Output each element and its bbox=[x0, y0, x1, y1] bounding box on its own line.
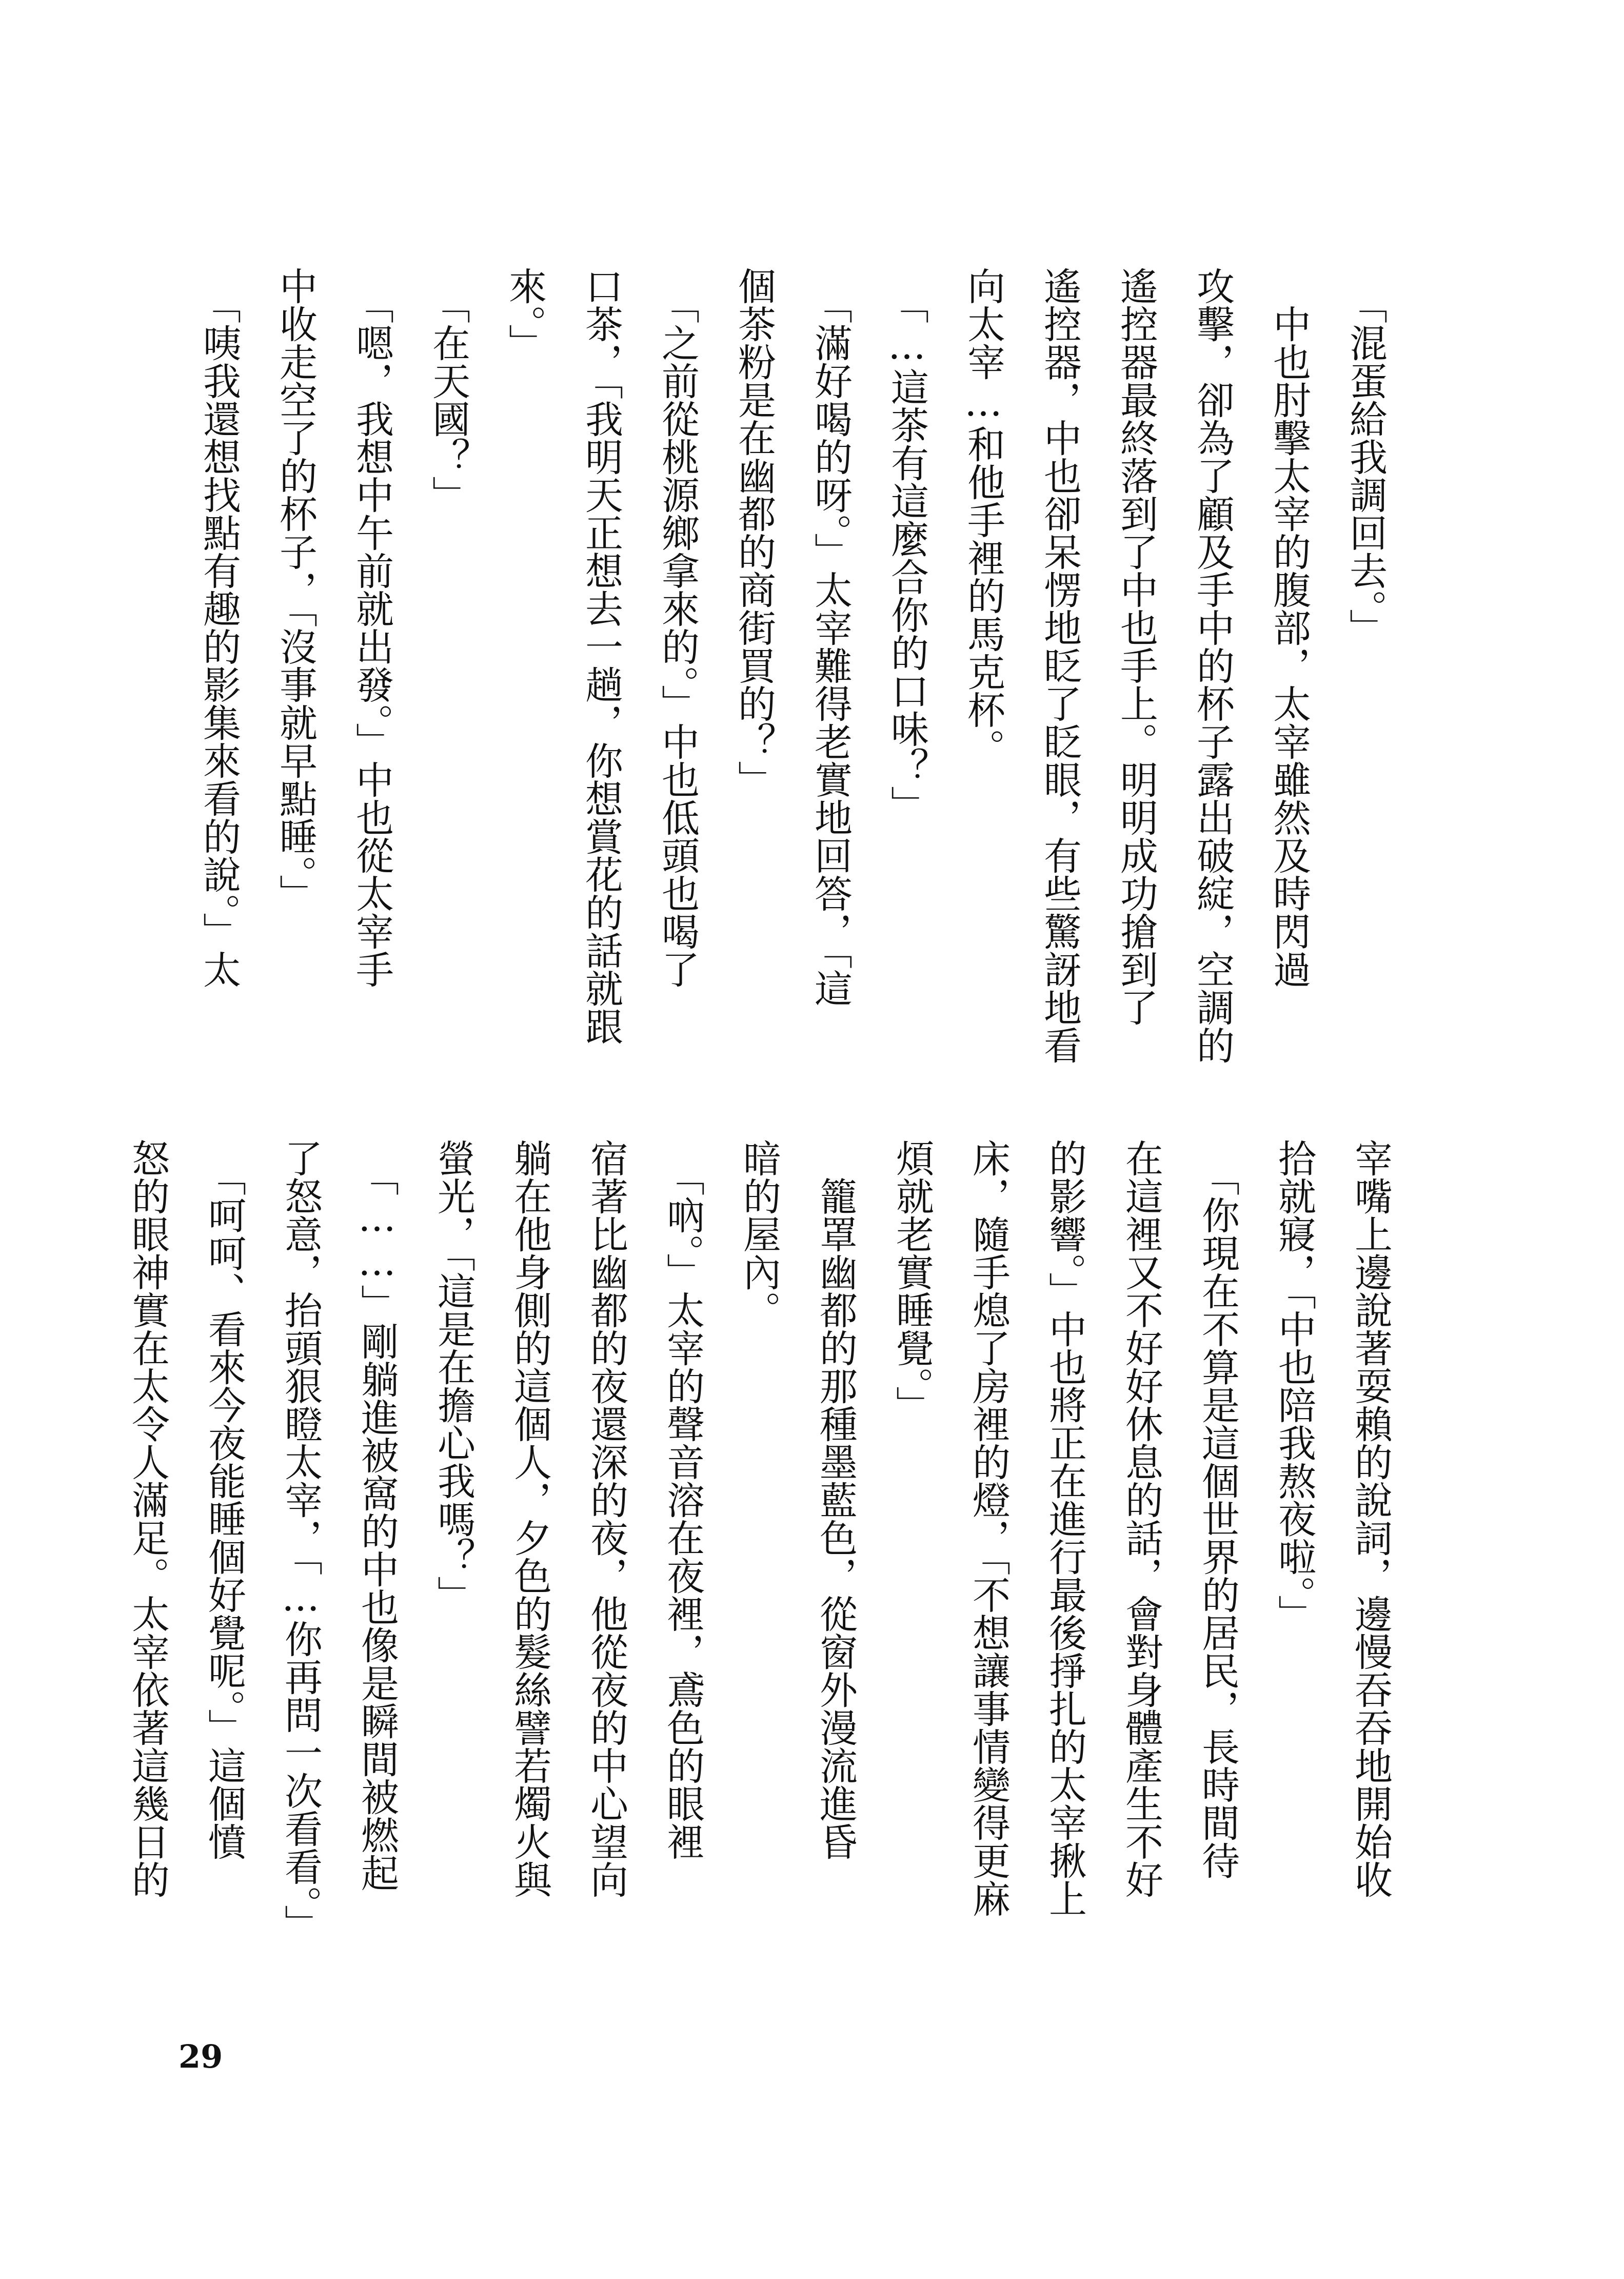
text-line: 中也肘擊太宰的腹部，太宰雖然及時閃過 bbox=[1267, 267, 1311, 988]
text-line: 個茶粉是在幽都的商街買的？」 bbox=[732, 267, 776, 798]
text-line: 拾就寢，「中也陪我熬夜啦。」 bbox=[1272, 1139, 1316, 1633]
text-line: 煩就老實睡覺。」 bbox=[890, 1139, 934, 1424]
text-line: 的影響。」中也將正在進行最後掙扎的太宰揪上 bbox=[1043, 1139, 1087, 1917]
text-line: 「咦我還想找點有趣的影集來看的說。」太 bbox=[197, 267, 241, 988]
text-line: 了怒意，抬頭狠瞪太宰，「…你再問一次看看。」 bbox=[279, 1139, 323, 1942]
text-line: 攻擊，卻為了顧及手中的杯子露出破綻，空調的 bbox=[1191, 267, 1235, 1064]
text-line: 怒的眼神實在太令人滿足。太宰依著這幾日的 bbox=[126, 1139, 170, 1898]
text-line: 來。」 bbox=[503, 267, 547, 362]
text-line: 螢光，「這是在擔心我嗎？」 bbox=[431, 1139, 476, 1614]
text-line: 籠罩幽都的那種墨藍色，從窗外漫流進昏 bbox=[814, 1139, 858, 1860]
text-line: 「呵呵、看來今夜能睡個好覺呢。」這個憤 bbox=[202, 1139, 246, 1860]
text-line: 「混蛋給我調回去。」 bbox=[1343, 267, 1388, 646]
text-line: 「……」剛躺進被窩的中也像是瞬間被燃起 bbox=[355, 1139, 399, 1892]
text-line: 「滿好喝的呀。」太宰難得老實地回答，「這 bbox=[808, 267, 853, 1007]
text-line: 宿著比幽都的夜還深的夜，他從夜的中心望向 bbox=[584, 1139, 628, 1898]
text-line: 「…這茶有這麼合你的口味？」 bbox=[885, 267, 929, 823]
text-line: 遙控器，中也卻呆愣地眨了眨眼，有些驚訝地看 bbox=[1038, 267, 1082, 1064]
text-line: 宰嘴上邊說著耍賴的說詞，邊慢吞吞地開始收 bbox=[1349, 1139, 1393, 1898]
text-line: 「在天國？」 bbox=[426, 267, 470, 514]
text-line: 向太宰…和他手裡的馬克杯。 bbox=[961, 267, 1005, 767]
text-line: 「嗯，我想中午前就出發。」中也從太宰手 bbox=[350, 267, 394, 988]
text-line: 躺在他身側的這個人，夕色的髮絲譬若燭火與 bbox=[508, 1139, 552, 1898]
lower-text-block bbox=[109, 1139, 1409, 2062]
upper-text-block bbox=[181, 267, 1403, 1113]
text-line: 在這裡又不好好休息的話，會對身體產生不好 bbox=[1119, 1139, 1163, 1898]
text-line: 「之前從桃源鄉拿來的。」中也低頭也喝了 bbox=[656, 267, 700, 988]
text-line: 床，隨手熄了房裡的燈，「不想讓事情變得更麻 bbox=[966, 1139, 1011, 1917]
text-line: 「吶。」太宰的聲音溶在夜裡，鳶色的眼裡 bbox=[661, 1139, 705, 1860]
text-line: 暗的屋內。 bbox=[737, 1139, 781, 1329]
text-line: 「你現在不算是這個世界的居民，長時間待 bbox=[1196, 1139, 1240, 1879]
text-line: 遙控器最終落到了中也手上。明明成功搶到了 bbox=[1114, 267, 1158, 1026]
text-line: 中收走空了的杯子，「沒事就早點睡。」 bbox=[273, 267, 318, 912]
page-number: 29 bbox=[179, 2038, 223, 2075]
text-line: 口茶，「我明天正想去一趟，你想賞花的話就跟 bbox=[579, 267, 623, 1045]
